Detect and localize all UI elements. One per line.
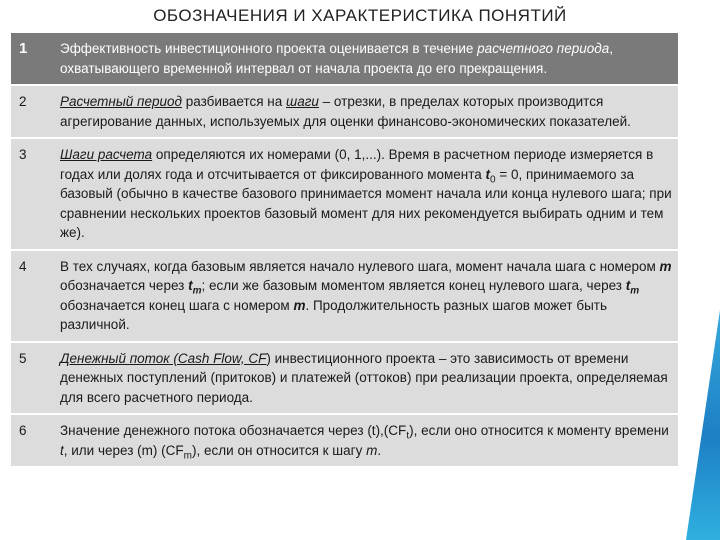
row-text: [52, 414, 678, 467]
text-fragment: .: [377, 442, 382, 458]
text-fragment: – отрезки, в пределах которых производится агрегирование данных, используемых для оценки финансово-экономических показателей.: [60, 94, 631, 129]
row-text: [52, 33, 678, 85]
term-underlined: Денежный поток (Cash Flow, CF: [60, 350, 267, 366]
subscript: 0: [490, 174, 496, 186]
symbol: t: [625, 278, 631, 293]
row-text: [52, 138, 678, 250]
term-underlined: шаги: [286, 94, 319, 109]
text-fragment: ; если же базовым моментом является конец нулевого шага, через: [201, 278, 626, 293]
term-underlined: Шаги расчета: [60, 147, 153, 162]
symbol: m: [293, 297, 306, 313]
row-text: [52, 342, 678, 415]
row-text: [52, 250, 678, 342]
subscript: m: [183, 450, 193, 462]
text-fragment: ), если он относится к шагу: [192, 442, 367, 458]
row-text: [52, 85, 678, 138]
text-fragment: ) инвестиционного проекта – это зависимость от времени денежных поступлений (притоков) и платежей (оттоков) при реализации проекта, определяемая для всего расчетного периода.: [60, 350, 668, 405]
text-fragment: Эффективность инвестиционного проекта оценивается в течение: [60, 41, 478, 56]
row-number: 4: [11, 250, 52, 342]
text-fragment: определяются их номерами (0, 1,...). Время в расчетном периоде измеряется в годах или долях года и отсчитывается от фиксированного момента: [60, 147, 654, 182]
text-fragment: , охватывающего временной интервал от начала проекта до его прекращения.: [60, 41, 613, 76]
row-number: 5: [11, 342, 52, 415]
symbol: t: [485, 166, 491, 182]
symbol: m: [366, 442, 378, 458]
subscript: t: [406, 430, 410, 442]
row-number: 6: [11, 414, 52, 467]
text-fragment: = 0, принимаемого за базовый (обычно в качестве базового принимается момент начала или конца нулевого шага; при сравнении нескольких проектов базовый момент для них рекомендуется выбирать одним и тем же).: [60, 166, 672, 240]
term-italic: расчетного периода: [477, 41, 610, 56]
symbol: m: [659, 258, 672, 274]
text-fragment: . Продолжительность разных шагов может быть различной.: [60, 297, 608, 332]
row-number: 2: [11, 85, 52, 138]
corner-decoration: [686, 310, 720, 540]
table-row: [11, 342, 678, 415]
term-underlined: Расчетный период: [60, 94, 182, 109]
subscript: m: [192, 285, 202, 297]
symbol: t: [188, 278, 193, 293]
text-fragment: В тех случаях, когда базовым является начало нулевого шага, момент начала шага с номером: [60, 258, 660, 274]
page-title: ОБОЗНАЧЕНИЯ И ХАРАКТЕРИСТИКА ПОНЯТИЙ: [153, 6, 567, 25]
table-row: [11, 85, 678, 138]
table-row: [11, 138, 678, 250]
subscript: m: [630, 285, 640, 297]
table-row: [11, 33, 678, 85]
row-number: 3: [11, 138, 52, 250]
definitions-table: [11, 33, 678, 468]
text-fragment: обозначается через: [60, 278, 189, 293]
text-fragment: разбивается на: [181, 94, 287, 109]
text-fragment: ), если оно относится к моменту времени: [409, 423, 669, 438]
text-fragment: Значение денежного потока обозначается через (t),(CF: [60, 423, 407, 438]
text-fragment: обозначается конец шага с номером: [60, 297, 294, 313]
row-number: 1: [11, 33, 52, 85]
table-row: [11, 250, 678, 342]
symbol: t: [60, 442, 64, 458]
text-fragment: , или через (m) (CF: [63, 442, 184, 458]
table-row: [11, 414, 678, 467]
